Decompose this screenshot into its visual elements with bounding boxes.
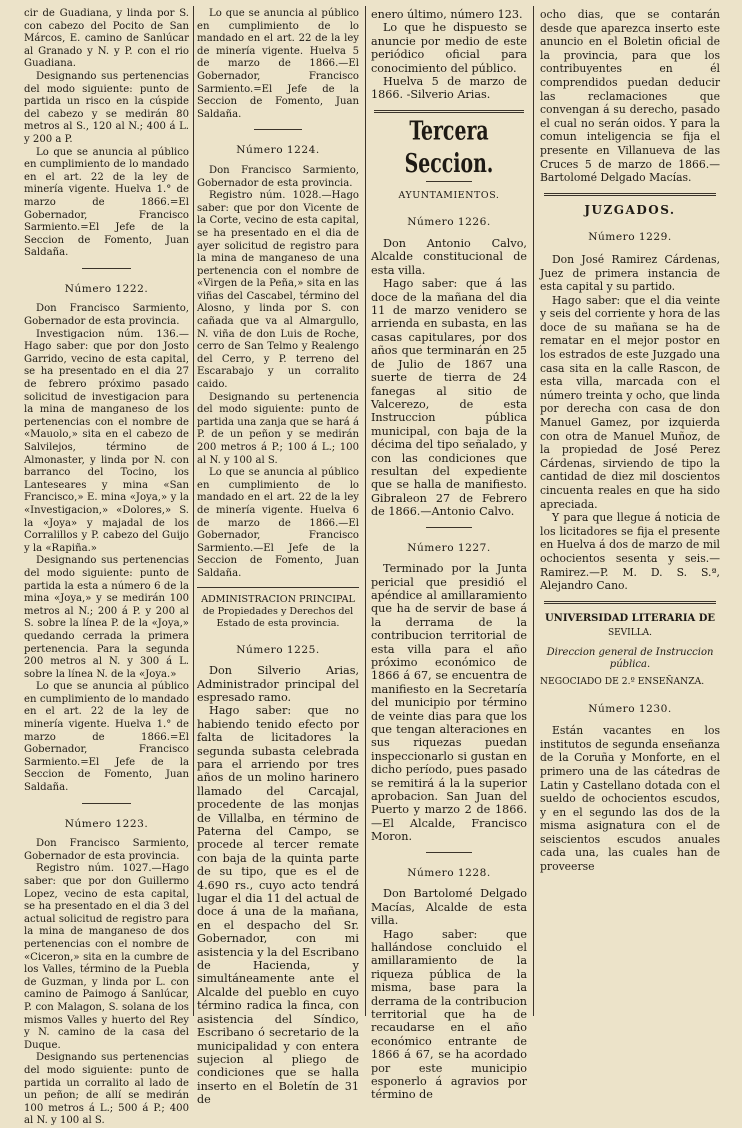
paragraph: Hago saber: que el dia veinte y seis del corriente y hora de las doce de su mañana se ha de rematar en el mejor postor en los estrados de este Juzgado una casa sita en la calle Rascon, de esta villa, marcada con el número treinta y ocho, que linda por derecha con casa de don Manuel Gamez, por izquierda con otra de Manuel Muñoz, de la propiedad de José Perez Cárdenas, sirviendo de tipo la cantidad de diez mil doscientos cincuenta reales en que ha sido apreciada. — [540, 293, 720, 511]
notice-number-heading: Número 1229. — [588, 231, 672, 244]
column-divider — [193, 6, 194, 1016]
column-2 — [197, 8, 359, 1107]
separator-rule — [426, 852, 473, 853]
paragraph: Huelva 5 de marzo de 1866. -Silverio Arias. — [371, 75, 527, 102]
separator-rule — [426, 527, 473, 528]
paragraph: Designando sus pertenencias del modo siguiente: punto de partida un corralito al lado de un peñon; de allí se medirán 100 metros á L.; 500 á P.; 400 al N. y 100 al S. — [24, 1052, 189, 1127]
separator-rule — [82, 268, 132, 269]
direction-heading: Direccion general de Instruccion pública. — [546, 646, 714, 670]
notice-number-heading: Número 1228. — [407, 866, 491, 879]
separator-rule — [254, 129, 303, 130]
paragraph: Designando sus pertenencias del modo siguiente: punto de partida la esta a número 6 de la mina «Joya,» y se medirán 100 metros al N.; 200 á P. y 200 al S. sobre la línea P. de la «Joya,» quedando cerrada la primera pertenencia. Para la segunda 200 metros al N. y 300 á L. sobre la línea N. de la «Joya.» — [24, 555, 189, 680]
paragraph: Investigacion núm. 136.—Hago saber: que por don Josto Garrido, vecino de esta capital, se ha presentado en el dia 27 de febrero próximo pasado solicitud de investigacion para la mina de manganeso de los pertenencias con el nombre de «Mauolo,» sita en el cabezo de Salvilejos, término de Almonaster, y linda por N. con barranco del Tocino, los Lanteseares y mina «San Francisco,» E. mina «Joya,» y la «Investigacion,» «Dolores,» S. la «Joya» y majadal de los Corralillos y P. cabezo del Guijo y la «Rapiña.» — [24, 328, 189, 554]
notice-number-heading: Número 1225. — [236, 643, 320, 656]
paragraph: Hago saber: que hallándose concluido el amillaramiento de la riqueza pública de la misma, base para la derrama de la contribucion territorial que ha de recaudarse en el año económico entrante de 1866 á 67, se ha acordado por este municipio esponerlo á agravios por término de — [371, 927, 527, 1102]
paragraph: Lo que se anuncia al público en cumplimiento de lo mandado en el art. 22 de la ley de minería vigente. Huelva 5 de marzo de 1866.—El Gobernador, Francisco Sarmiento.=El Jefe de la Seccion de Fomento, Juan Saldaña. — [197, 8, 359, 120]
paragraph: Lo que he dispuesto se anuncie por medio de este periódico oficial para conocimiento del público. — [371, 21, 527, 75]
university-heading: UNIVERSIDAD LITERARIA DE — [544, 612, 716, 624]
paragraph: Lo que se anuncia al público en cumplimiento de lo mandado en el art. 22 de la ley de minería vigente. Huelva 6 de marzo de 1866.—El Gobernador, Francisco Sarmiento.—El Jefe de la Seccion de Fomento, Juan Saldaña. — [197, 467, 359, 579]
paragraph: Don Bartolomé Delgado Macías, Alcalde de esta villa. — [371, 887, 527, 928]
notice-number-heading: Número 1227. — [407, 541, 491, 554]
column-divider — [365, 6, 366, 1016]
section-end-line — [197, 587, 359, 588]
paragraph: Lo que se anuncia al público en cumplimiento de lo mandado en el art. 22 de la ley de minería vigente. Huelva 1.° de marzo de 1866.=El Gobernador, Francisco Sarmiento.=El Jefe de la Seccion de Fomento, Juan Saldaña. — [24, 681, 189, 794]
paragraph: Don José Ramirez Cárdenas, Juez de primera instancia de esta capital y su partido. — [540, 252, 720, 294]
paragraph: Don Francisco Sarmiento, Gobernador de esta provincia. — [24, 838, 189, 862]
paragraph: Don Francisco Sarmiento, Gobernador de esta provincia. — [24, 303, 189, 328]
university-city: SEVILLA. — [607, 628, 653, 639]
double-rule — [544, 193, 717, 196]
paragraph: Don Francisco Sarmiento, Gobernador de esta provincia. — [197, 164, 359, 189]
administration-heading: ADMINISTRACION PRINCIPAL de Propiedades y Derechos del Estado de esta provincia. — [201, 593, 355, 629]
paragraph: Hago saber: que á las doce de la mañana del dia 11 de marzo venidero se arrienda en subasta, en las casas capitulares, por dos años que terminarán en 25 de Julio de 1867 una suerte de tierra de 24 fanegas al sitio de Valcerezo, de esta Instruccion pública municipal, con baja de la décima del tipo señalado, y con las condiciones que resultan del expediente que se halla de manifiesto. Gibraleon 27 de Febrero de 1866.—Antonio Calvo. — [371, 277, 527, 519]
separator-rule — [82, 803, 132, 804]
paragraph: cir de Guadiana, y linda por S. con cabezo del Pocito de San Márcos, E. camino de Sanlúcar al Granado y N. y P. con el rio Guadiana. — [24, 8, 189, 70]
column-divider — [533, 6, 534, 1016]
paragraph: Registro núm. 1028.—Hago saber: que por don Vicente de la Corte, vecino de esta capital, se ha presentado en el dia de ayer solicitud de registro para la mina de manganeso de una pertenencia con el nombre de «Virgen de la Peña,» sita en las viñas del Cascabel, término del Alosno, y linda por S. con cañada que va al Almargullo, N. viña de don Luis de Roche, cerro de San Telmo y Realengo del Cerro, y P. terreno del Escarabajo y un corralito caido. — [197, 190, 359, 391]
paragraph: Lo que se anuncia al público en cumplimiento de lo mandado en el art. 22 de la ley de minería vigente. Huelva 1.° de marzo de 1866.=El Gobernador, Francisco Sarmiento.=El Jefe de la Seccion de Fomento, Juan Saldaña. — [24, 146, 189, 259]
section-title: JUZGADOS. — [584, 202, 676, 217]
notice-number-heading: Número 1226. — [407, 216, 491, 229]
paragraph: Don Silverio Arias, Administrador principal del espresado ramo. — [197, 664, 359, 704]
double-rule — [374, 110, 524, 113]
double-rule — [544, 601, 717, 604]
subsection-heading: AYUNTAMIENTOS. — [398, 189, 500, 201]
paragraph: Terminado por la Junta pericial que presidió el apéndice al amillaramiento que ha de servir de base á la derrama de la contribucion territorial de esta villa para el año próximo económico de 1866 á 67, se encuentra de manifiesto en la Secretaría del municipio por término de veinte dias para que los que tengan alteraciones en sus riquezas puedan inspeccionarlo si gustan en dicho período, pues pasado se remitirá á la la superior aprobacion. San Juan del Puerto y marzo 2 de 1866.—El Alcalde, Francisco Moron. — [371, 562, 527, 844]
paragraph: Y para que llegue á noticia de los licitadores se fija el presente en Huelva á dos de marzo de mil ochocientos sesenta y seis.—Ramirez.—P. M. D. S. S.ª, Alejandro Cano. — [540, 511, 720, 593]
notice-number-heading: Número 1222. — [64, 282, 149, 295]
paragraph: Designando sus pertenencias del modo siguiente: punto de partida un risco en la cúspide del cabezo y se medirán 80 metros al S., 120 al N.; 400 á L. y 200 a P. — [24, 70, 189, 145]
notice-number-heading: Número 1223. — [64, 817, 149, 830]
paragraph: Don Antonio Calvo, Alcalde constitucional de esta villa. — [371, 237, 527, 277]
column-4 — [540, 8, 720, 1013]
column-1 — [24, 8, 189, 1127]
paragraph: Hago saber: que no habiendo tenido efecto por falta de licitadores la segunda subasta celebrada para el arriendo por tres años de un molino harinero llamado del Carcajal, procedente de las monjas de Villalba, en término de Paterna del Campo, se procede al tercer remate con baja de la quinta parte de su tipo, que es el de 4.690 rs., cuyo acto tendrá lugar el dia 11 del actual de doce á una de la mañana, en el despacho del Sr. Gobernador, con mi asistencia y la del Escribano de Hacienda, y simultáneamente ante el Alcalde del pueblo en cuyo término radica la finca, con asistencia del Síndico, Escribano ó secretario de la municipalidad y con entera sujecion al pliego de condiciones que se halla inserto en el Boletín de 31 de — [197, 704, 359, 1107]
section-title: Tercera Seccion. — [404, 114, 494, 179]
paragraph: Están vacantes en los institutos de segunda enseñanza de la Coruña y Monforte, en el primero una de las cátedras de Latin y Castellano dotada con el sueldo de ochocientos escudos, y en el segundo las dos de la misma asignatura con el de seiscientos escudos anuales cada una, las cuales han de proveerse — [540, 724, 720, 874]
notice-number-heading: Número 1230. — [588, 702, 672, 715]
separator-rule — [426, 181, 473, 182]
paragraph: ocho dias, que se contarán desde que aparezca inserto este anuncio en el Boletin oficial de la provincia, para que los contribuyentes en él comprendidos puedan deducir las reclamaciones que convengan á su derecho, pasado el cual no serán oidos. Y para la comun inteligencia se fija el presente en Villanueva de las Cruces 5 de marzo de 1866.—Bartolomé Delgado Macías. — [540, 8, 720, 185]
notice-number-heading: Número 1224. — [236, 144, 320, 157]
department-heading: NEGOCIADO DE 2.º ENSEÑANZA. — [540, 675, 705, 687]
paragraph: enero último, número 123. — [371, 8, 523, 21]
column-3 — [371, 8, 527, 1102]
paragraph: Registro núm. 1027.—Hago saber: que por don Guillermo Lopez, vecino de esta capital, se ha presentado en el dia 3 del actual solicitud de registro para la mina de manganeso de dos pertenencias con el nombre de «Ciceron,» sita en la cumbre de los Valles, término de la Puebla de Guzman, y linda por L. con camino de Paimogo á Sanlúcar, P. con Malagon, S. solana de los mismos Valles y huerto del Rey y N. camino de la casa del Duque. — [24, 863, 189, 1051]
paragraph: Designando su pertenencia del modo siguiente: punto de partida una zanja que se hará á P. de un peñon y se medirán 200 metros á P.; 100 á L.; 100 al N. y 100 al S. — [197, 391, 359, 466]
